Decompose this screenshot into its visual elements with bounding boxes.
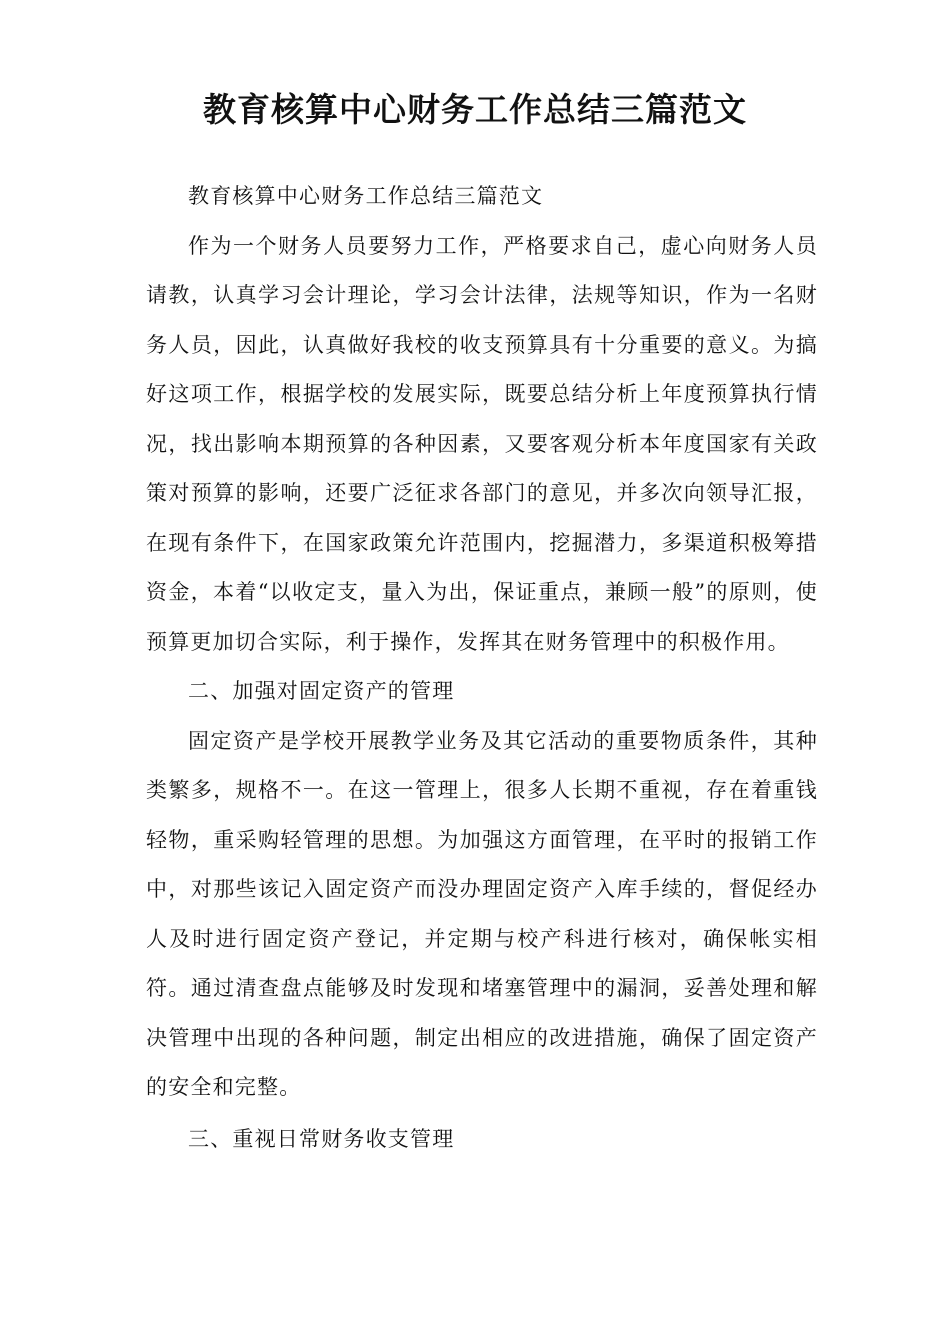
paragraph-fixed-assets: 固定资产是学校开展教学业务及其它活动的重要物质条件，其种类繁多，规格不一。在这一管理上，很多人长期不重视，存在着重钱轻物，重采购轻管理的思想。为加强这方面管理，在平时的报销工作中，对那些该记入固定资产而没办理固定资产入库手续的，督促经办人及时进行固定资产登记，并定期与校产科进行核对，确保帐实相符。通过清查盘点能够及时发现和堵塞管理中的漏洞，妥善处理和解决管理中出现的各种问题，制定出相应的改进措施，确保了固定资产的安全和完整。 <box>146 728 818 1099</box>
section-heading-fixed-assets: 二、加强对固定资产的管理 <box>188 679 455 703</box>
paragraph-subtitle: 教育核算中心财务工作总结三篇范文 <box>188 184 544 208</box>
document-title: 教育核算中心财务工作总结三篇范文 <box>203 90 747 129</box>
document-body <box>146 172 818 1164</box>
paragraph-budget: 作为一个财务人员要努力工作，严格要求自己，虚心向财务人员请教，认真学习会计理论，学习会计法律，法规等知识，作为一名财务人员，因此，认真做好我校的收支预算具有十分重要的意义。为搞好这项工作，根据学校的发展实际，既要总结分析上年度预算执行情况，找出影响本期预算的各种因素，又要客观分析本年度国家有关政策对预算的影响，还要广泛征求各部门的意见，并多次向领导汇报，在现有条件下，在国家政策允许范围内，挖掘潜力，多渠道积极筹措资金，本着“以收定支，量入为出，保证重点，兼顾一般”的原则，使预算更加切合实际，利于操作，发挥其在财务管理中的积极作用。 <box>146 233 818 654</box>
section-heading-daily-finance: 三、重视日常财务收支管理 <box>188 1126 455 1151</box>
